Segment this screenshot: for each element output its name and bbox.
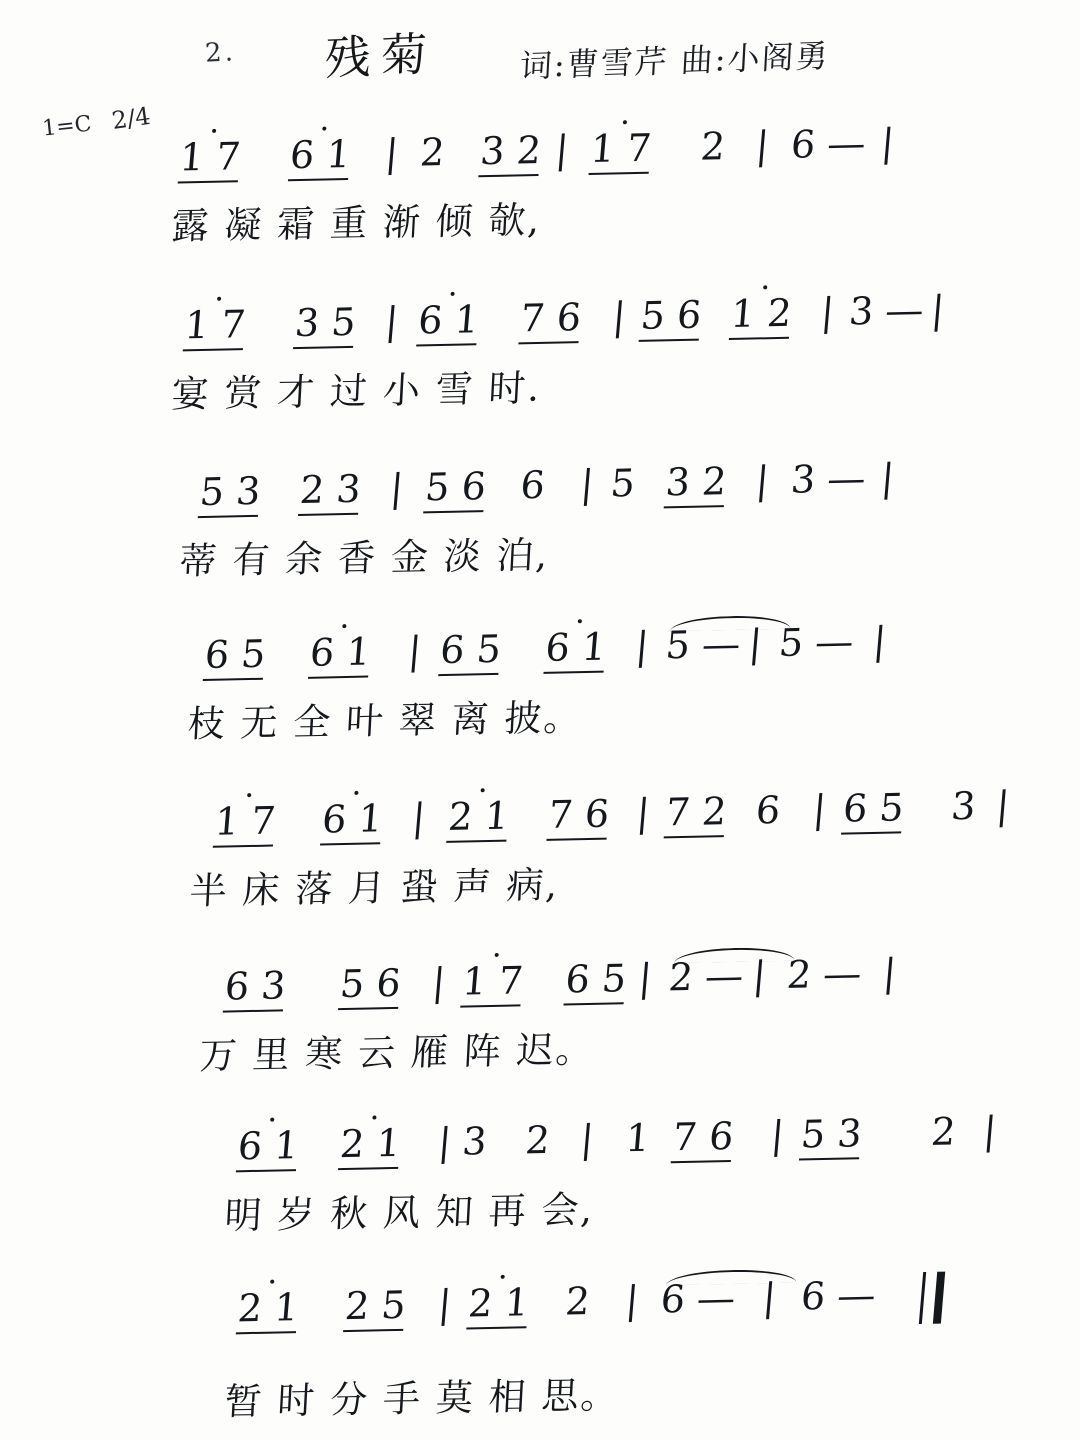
score-header — [0, 14, 1080, 106]
meter-label: 2/4 — [110, 101, 153, 135]
lyrics-line-5: 半 床 落 月 蛩 声 病, — [188, 863, 561, 913]
notes-line-2: 1 7 3 5 | 6 1 7 6 | 5 6 1 2 | 3 — | — [0, 277, 1080, 374]
lyrics-line-4: 枝 无 全 叶 翠 离 披。 — [186, 695, 584, 746]
notes-line-1: 1 7 6 1 | 2 3 2 | 1 7 2 | 6 — | — [0, 109, 1080, 206]
notes-line-6: 6 3 5 6 | 1 7 6 5 | 2 — | 2 — | — [0, 939, 1080, 1036]
notes-line-8: 2 1 2 5 | 2 1 2 | 6 — | 6 — — [0, 1261, 1080, 1358]
lyrics-line-1: 露 凝 霜 重 渐 倾 欹, — [170, 198, 543, 248]
lyrics-line-2: 宴 赏 才 过 小 雪 时. — [170, 366, 543, 416]
notes-line-3: 5 3 2 3 | 5 6 6 | 5 3 2 | 3 — | — [0, 444, 1080, 541]
key-label: 1=C — [41, 111, 93, 142]
score-title: 残菊 — [324, 26, 438, 86]
lyrics-line-3: 蒂 有 余 香 金 淡 泊, — [178, 533, 551, 583]
score-number: 2. — [204, 37, 237, 69]
score-credits: 词:曹雪芹 曲:小阁勇 — [518, 36, 831, 86]
lyrics-line-7: 明 岁 秋 风 知 再 会, — [223, 1188, 596, 1238]
notes-line-5: 1 7 6 1 | 2 1 7 6 | 7 2 6 | 6 5 3 | — [0, 774, 1080, 871]
notes-line-7: 6 1 2 1 | 3 2 | 1 7 6 | 5 3 2 | — [0, 1099, 1080, 1196]
lyrics-line-6: 万 里 寒 云 雁 阵 迟。 — [198, 1027, 596, 1078]
lyrics-line-8: 暂 时 分 手 莫 相 思。 — [223, 1373, 621, 1424]
notes-line-4: 6 5 6 1 | 6 5 6 1 | 5 — | 5 — | — [0, 607, 1080, 704]
